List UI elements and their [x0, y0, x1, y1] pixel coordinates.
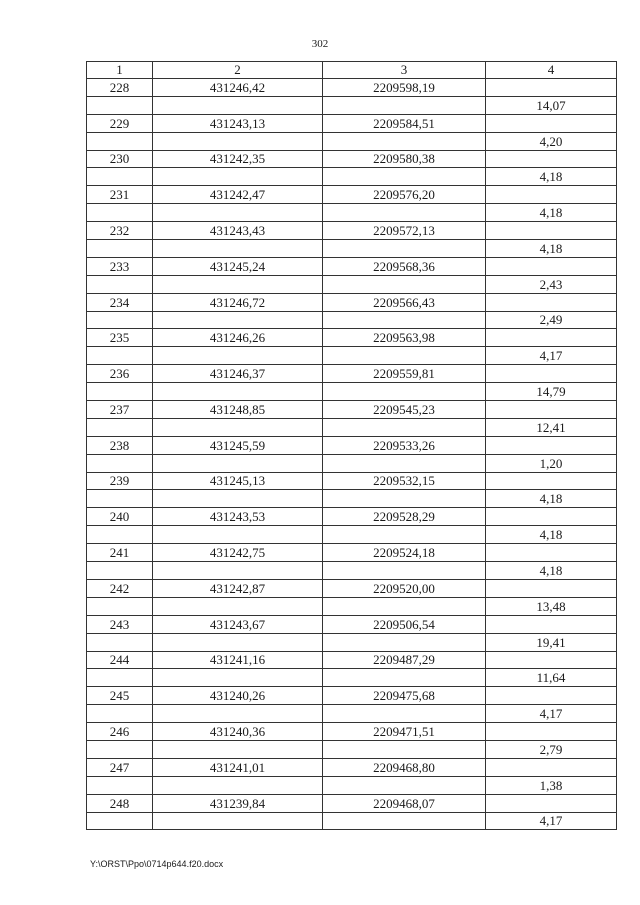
point-number-cell: 229	[87, 114, 153, 132]
table-row-distance	[87, 454, 617, 472]
y-coordinate-cell: 2209533,26	[323, 436, 486, 454]
point-number-cell: 237	[87, 401, 153, 419]
coordinates-table	[86, 61, 617, 830]
point-number-cell: 248	[87, 794, 153, 812]
table-row-distance	[87, 490, 617, 508]
table-row-point	[87, 794, 617, 812]
blank-cell	[87, 275, 153, 293]
blank-cell	[153, 418, 323, 436]
table-row-point	[87, 186, 617, 204]
blank-cell	[87, 347, 153, 365]
distance-cell: 2,43	[486, 275, 617, 293]
y-coordinate-cell: 2209475,68	[323, 687, 486, 705]
blank-cell	[486, 222, 617, 240]
blank-cell	[486, 651, 617, 669]
table-row-point	[87, 436, 617, 454]
distance-cell: 14,07	[486, 96, 617, 114]
table-row-distance	[87, 132, 617, 150]
blank-cell	[323, 132, 486, 150]
table-row-point	[87, 293, 617, 311]
point-number-cell: 242	[87, 579, 153, 597]
blank-cell	[87, 669, 153, 687]
table-row-distance	[87, 740, 617, 758]
x-coordinate-cell: 431246,72	[153, 293, 323, 311]
x-coordinate-cell: 431248,85	[153, 401, 323, 419]
blank-cell	[486, 508, 617, 526]
table-row-distance	[87, 705, 617, 723]
point-number-cell: 239	[87, 472, 153, 490]
y-coordinate-cell: 2209568,36	[323, 257, 486, 275]
table-row-point	[87, 222, 617, 240]
blank-cell	[323, 490, 486, 508]
distance-cell: 11,64	[486, 669, 617, 687]
y-coordinate-cell: 2209468,07	[323, 794, 486, 812]
table-row-point	[87, 472, 617, 490]
blank-cell	[323, 383, 486, 401]
blank-cell	[323, 562, 486, 580]
x-coordinate-cell: 431243,67	[153, 615, 323, 633]
table-row-point	[87, 758, 617, 776]
distance-cell: 4,17	[486, 705, 617, 723]
blank-cell	[153, 454, 323, 472]
x-coordinate-cell: 431242,47	[153, 186, 323, 204]
blank-cell	[486, 723, 617, 741]
y-coordinate-cell: 2209598,19	[323, 79, 486, 97]
table-row-distance	[87, 275, 617, 293]
point-number-cell: 246	[87, 723, 153, 741]
y-coordinate-cell: 2209576,20	[323, 186, 486, 204]
blank-cell	[323, 311, 486, 329]
table-row-point	[87, 114, 617, 132]
blank-cell	[486, 758, 617, 776]
distance-cell: 4,17	[486, 812, 617, 830]
blank-cell	[323, 633, 486, 651]
table-row-distance	[87, 383, 617, 401]
blank-cell	[323, 347, 486, 365]
blank-cell	[87, 490, 153, 508]
table-row-distance	[87, 418, 617, 436]
blank-cell	[486, 150, 617, 168]
distance-cell: 2,49	[486, 311, 617, 329]
table-row-distance	[87, 597, 617, 615]
point-number-cell: 235	[87, 329, 153, 347]
distance-cell: 12,41	[486, 418, 617, 436]
blank-cell	[486, 544, 617, 562]
blank-cell	[323, 740, 486, 758]
x-coordinate-cell: 431243,13	[153, 114, 323, 132]
blank-cell	[87, 776, 153, 794]
blank-cell	[153, 96, 323, 114]
blank-cell	[153, 168, 323, 186]
point-number-cell: 243	[87, 615, 153, 633]
y-coordinate-cell: 2209487,29	[323, 651, 486, 669]
table-row-point	[87, 79, 617, 97]
point-number-cell: 247	[87, 758, 153, 776]
blank-cell	[323, 418, 486, 436]
blank-cell	[486, 257, 617, 275]
x-coordinate-cell: 431245,59	[153, 436, 323, 454]
x-coordinate-cell: 431240,36	[153, 723, 323, 741]
blank-cell	[486, 615, 617, 633]
distance-cell: 4,20	[486, 132, 617, 150]
blank-cell	[153, 562, 323, 580]
table-row-point	[87, 615, 617, 633]
x-coordinate-cell: 431242,75	[153, 544, 323, 562]
blank-cell	[486, 365, 617, 383]
column-header-2: 2	[153, 62, 323, 79]
table-row-point	[87, 579, 617, 597]
blank-cell	[323, 597, 486, 615]
distance-cell: 4,18	[486, 526, 617, 544]
blank-cell	[323, 526, 486, 544]
point-number-cell: 240	[87, 508, 153, 526]
x-coordinate-cell: 431241,16	[153, 651, 323, 669]
blank-cell	[486, 472, 617, 490]
blank-cell	[486, 436, 617, 454]
y-coordinate-cell: 2209563,98	[323, 329, 486, 347]
blank-cell	[87, 740, 153, 758]
blank-cell	[87, 633, 153, 651]
blank-cell	[153, 490, 323, 508]
x-coordinate-cell: 431246,42	[153, 79, 323, 97]
table-row-point	[87, 723, 617, 741]
distance-cell: 14,79	[486, 383, 617, 401]
point-number-cell: 245	[87, 687, 153, 705]
blank-cell	[87, 96, 153, 114]
page-number: 302	[311, 38, 329, 50]
blank-cell	[153, 132, 323, 150]
table-row-point	[87, 365, 617, 383]
blank-cell	[153, 740, 323, 758]
table-row-point	[87, 651, 617, 669]
point-number-cell: 230	[87, 150, 153, 168]
blank-cell	[153, 204, 323, 222]
table-row-distance	[87, 311, 617, 329]
table-row-distance	[87, 776, 617, 794]
y-coordinate-cell: 2209524,18	[323, 544, 486, 562]
point-number-cell: 238	[87, 436, 153, 454]
table-row-point	[87, 401, 617, 419]
blank-cell	[87, 418, 153, 436]
x-coordinate-cell: 431239,84	[153, 794, 323, 812]
table-body	[87, 79, 617, 830]
x-coordinate-cell: 431245,24	[153, 257, 323, 275]
blank-cell	[323, 204, 486, 222]
y-coordinate-cell: 2209520,00	[323, 579, 486, 597]
blank-cell	[87, 204, 153, 222]
column-header-1: 1	[87, 62, 153, 79]
point-number-cell: 241	[87, 544, 153, 562]
table-row-distance	[87, 812, 617, 830]
blank-cell	[153, 347, 323, 365]
point-number-cell: 234	[87, 293, 153, 311]
blank-cell	[153, 240, 323, 258]
distance-cell: 4,18	[486, 490, 617, 508]
x-coordinate-cell: 431246,37	[153, 365, 323, 383]
blank-cell	[87, 168, 153, 186]
distance-cell: 4,18	[486, 168, 617, 186]
table-row-point	[87, 544, 617, 562]
blank-cell	[87, 526, 153, 544]
table-row-point	[87, 508, 617, 526]
y-coordinate-cell: 2209559,81	[323, 365, 486, 383]
blank-cell	[153, 311, 323, 329]
x-coordinate-cell: 431246,26	[153, 329, 323, 347]
point-number-cell: 232	[87, 222, 153, 240]
point-number-cell: 244	[87, 651, 153, 669]
blank-cell	[486, 794, 617, 812]
blank-cell	[323, 275, 486, 293]
x-coordinate-cell: 431240,26	[153, 687, 323, 705]
table-row-distance	[87, 204, 617, 222]
table-row-distance	[87, 669, 617, 687]
blank-cell	[323, 669, 486, 687]
y-coordinate-cell: 2209506,54	[323, 615, 486, 633]
blank-cell	[486, 293, 617, 311]
point-number-cell: 236	[87, 365, 153, 383]
y-coordinate-cell: 2209572,13	[323, 222, 486, 240]
blank-cell	[323, 705, 486, 723]
table-row-point	[87, 150, 617, 168]
column-header-4: 4	[486, 62, 617, 79]
blank-cell	[323, 240, 486, 258]
table-row-distance	[87, 562, 617, 580]
point-number-cell: 231	[87, 186, 153, 204]
distance-cell: 13,48	[486, 597, 617, 615]
blank-cell	[87, 240, 153, 258]
footer-file-path: Y:\ORST\Ppo\0714p644.f20.docx	[90, 859, 224, 869]
blank-cell	[486, 687, 617, 705]
table-row-point	[87, 329, 617, 347]
blank-cell	[87, 311, 153, 329]
blank-cell	[87, 597, 153, 615]
y-coordinate-cell: 2209580,38	[323, 150, 486, 168]
blank-cell	[323, 168, 486, 186]
table-row-point	[87, 257, 617, 275]
y-coordinate-cell: 2209468,80	[323, 758, 486, 776]
distance-cell: 4,17	[486, 347, 617, 365]
blank-cell	[87, 562, 153, 580]
y-coordinate-cell: 2209566,43	[323, 293, 486, 311]
blank-cell	[153, 526, 323, 544]
x-coordinate-cell: 431245,13	[153, 472, 323, 490]
x-coordinate-cell: 431243,53	[153, 508, 323, 526]
table-row-distance	[87, 96, 617, 114]
blank-cell	[87, 454, 153, 472]
blank-cell	[87, 812, 153, 830]
blank-cell	[323, 776, 486, 794]
x-coordinate-cell: 431242,87	[153, 579, 323, 597]
point-number-cell: 228	[87, 79, 153, 97]
blank-cell	[153, 669, 323, 687]
x-coordinate-cell: 431242,35	[153, 150, 323, 168]
blank-cell	[323, 812, 486, 830]
distance-cell: 1,20	[486, 454, 617, 472]
table-row-point	[87, 687, 617, 705]
y-coordinate-cell: 2209584,51	[323, 114, 486, 132]
table-row-distance	[87, 633, 617, 651]
x-coordinate-cell: 431243,43	[153, 222, 323, 240]
distance-cell: 2,79	[486, 740, 617, 758]
y-coordinate-cell: 2209545,23	[323, 401, 486, 419]
blank-cell	[323, 96, 486, 114]
blank-cell	[87, 383, 153, 401]
blank-cell	[87, 705, 153, 723]
table-row-distance	[87, 240, 617, 258]
blank-cell	[153, 383, 323, 401]
point-number-cell: 233	[87, 257, 153, 275]
table-header-row	[87, 62, 617, 79]
table-row-distance	[87, 526, 617, 544]
blank-cell	[153, 776, 323, 794]
blank-cell	[486, 114, 617, 132]
blank-cell	[486, 329, 617, 347]
y-coordinate-cell: 2209471,51	[323, 723, 486, 741]
x-coordinate-cell: 431241,01	[153, 758, 323, 776]
blank-cell	[486, 401, 617, 419]
y-coordinate-cell: 2209528,29	[323, 508, 486, 526]
table-row-distance	[87, 168, 617, 186]
distance-cell: 4,18	[486, 204, 617, 222]
distance-cell: 4,18	[486, 240, 617, 258]
blank-cell	[153, 705, 323, 723]
column-header-3: 3	[323, 62, 486, 79]
distance-cell: 19,41	[486, 633, 617, 651]
blank-cell	[153, 275, 323, 293]
blank-cell	[153, 597, 323, 615]
blank-cell	[486, 186, 617, 204]
distance-cell: 4,18	[486, 562, 617, 580]
blank-cell	[153, 633, 323, 651]
blank-cell	[486, 79, 617, 97]
blank-cell	[486, 579, 617, 597]
blank-cell	[87, 132, 153, 150]
distance-cell: 1,38	[486, 776, 617, 794]
blank-cell	[153, 812, 323, 830]
table-row-distance	[87, 347, 617, 365]
blank-cell	[323, 454, 486, 472]
y-coordinate-cell: 2209532,15	[323, 472, 486, 490]
